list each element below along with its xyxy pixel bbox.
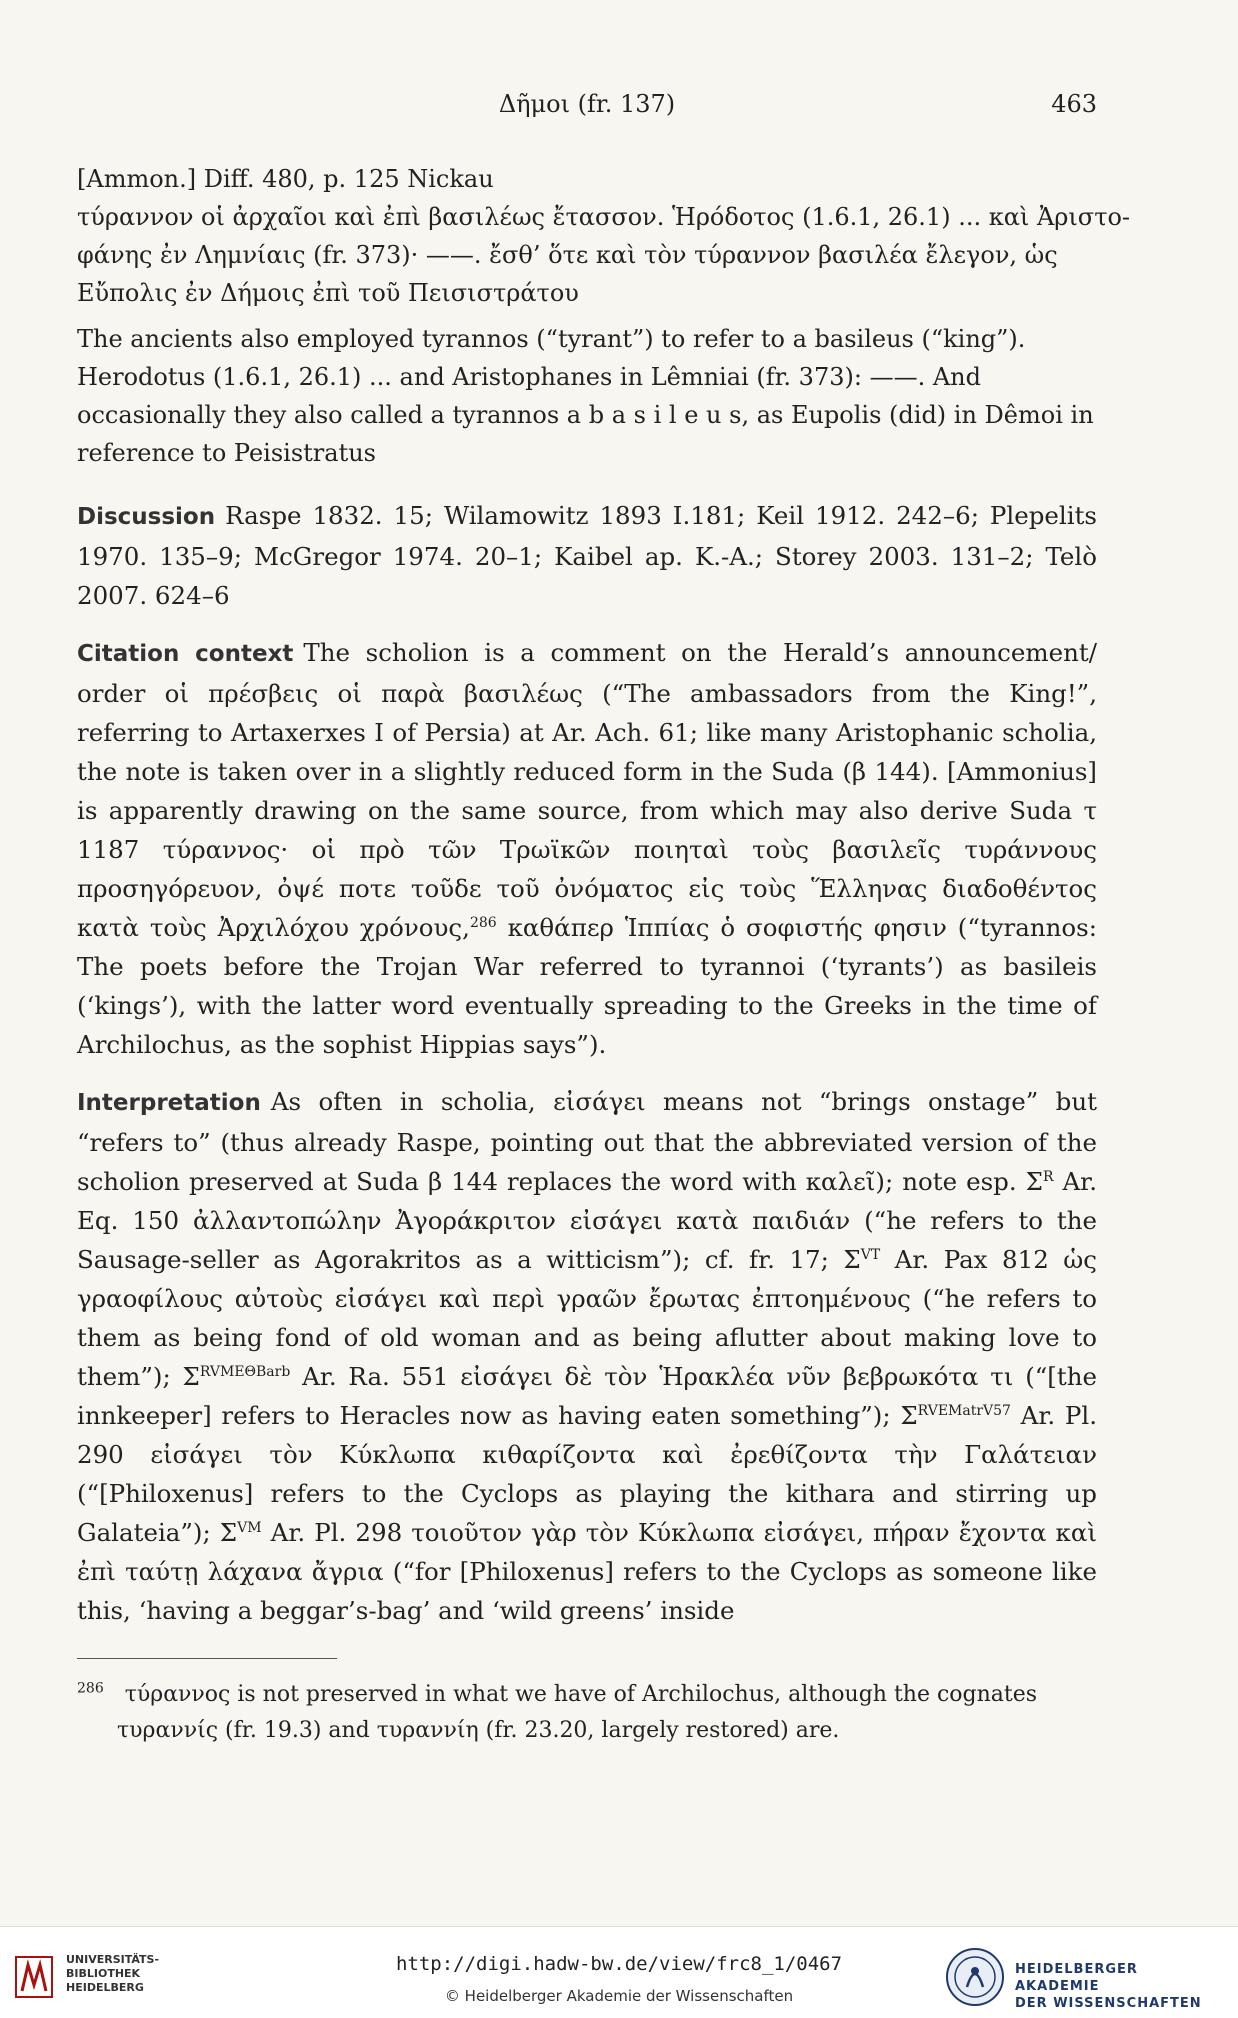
citation-text: καθάπερ Ἱππίας ὁ σοφιστής φησιν (“tyrannos: The poets before the Trojan War referred to tyrannoi (‘tyrants’) as basileis (‘kings’), with the latter word eventually spreading to the Greeks in the time of Archilochus, as the sophist Hippias says”). xyxy=(77,913,1097,1059)
page-header xyxy=(77,90,1097,124)
manuscript-siglum: RVEMatrV57 xyxy=(917,1402,1011,1419)
interpretation-text: Ar. Eq. 150 ἀλλαντοπώλην Ἀγοράκριτον εἰσάγει κατὰ παιδιάν (“he refers to the Sausage-seller as Agorakritos as a witticism”); cf. fr. 17; Σ xyxy=(77,1167,1097,1274)
page-number: 463 xyxy=(1051,90,1097,118)
library-logo-text: UNIVERSITÄTS- BIBLIOTHEK HEIDELBERG xyxy=(66,1953,160,1994)
interpretation-text: Ar. Pax 812 ὡς γραοφίλους αὐτοὺς εἰσάγει καὶ περὶ γραῶν ἔρωτας ἐπτοημένους (“he refers to them as being fond of old woman and as being aflutter about making love to them”); Σ xyxy=(77,1245,1097,1391)
academy-logo[interactable] xyxy=(945,1947,1220,2011)
lemma-source: [Ammon.] Diff. 480, p. 125 Nickau xyxy=(77,165,494,193)
copyright-notice: © Heidelberger Akademie der Wissenschaften xyxy=(444,1987,794,2005)
interpretation-section xyxy=(77,1082,1097,1630)
interpretation-text: Ar. Pl. 298 τοιοῦτον γὰρ τὸν Κύκλωπα εἰσάγει, πήραν ἔχοντα καὶ ἐπὶ ταύτῃ λάχανα ἄγρια (“for [Philoxenus] refers to the Cyclops as someone like this, ‘having a beggar’s-bag’ and ‘wild greens’ inside xyxy=(77,1518,1097,1625)
manuscript-siglum: VM xyxy=(237,1519,262,1536)
discussion-text: Raspe 1832. 15; Wilamowitz 1893 I.181; Keil 1912. 242–6; Plepelits 1970. 135–9; McGregor 1974. 20–1; Kaibel ap. K.-A.; Storey 2003. 131–2; Telò 2007. 624–6 xyxy=(77,501,1097,610)
manuscript-siglum: R xyxy=(1042,1168,1054,1185)
lemma-greek-line: τύραννον οἱ ἀρχαῖοι καὶ ἐπὶ βασιλέως ἔτασσον. Ἡρόδοτος (1.6.1, 26.1) ... καὶ Ἀριστο- xyxy=(77,203,1131,231)
manuscript-siglum: VT xyxy=(860,1246,881,1263)
interpretation-text: As often in scholia, εἰσάγει means not “brings onstage” but “refers to” (thus already Raspe, pointing out that the abbreviated version of the scholion preserved at Suda β 144 replaces the word with καλεῖ); note esp. Σ xyxy=(77,1087,1097,1196)
manuscript-siglum: RVMEΘBarb xyxy=(199,1363,291,1380)
page-body xyxy=(77,160,1131,1749)
citation-text: The scholion is a comment on the Herald’s announcement/ order οἱ πρέσβεις οἱ παρὰ βασιλέως (“The ambassadors from the King!”, referring to Artaxerxes I of Persia) at Ar. Ach. 61; like many Aristophanic scholia, the note is taken over in a slightly reduced form in the Suda (β 144). [Ammonius] is apparently drawing on the same source, from which may also derive Suda τ 1187 τύραννος· οἱ πρὸ τῶν Τρωϊκῶν ποιηταὶ τοὺς βασιλεῖς τυράννους προσηγόρευον, ὀψέ ποτε τοῦδε τοῦ ὀνόματος εἰς τοὺς Ἕλληνας διαδοθέντος κατὰ τοὺς Ἀρχιλόχου χρόνους, xyxy=(77,638,1098,942)
interpretation-text: Ar. Pl. 290 εἰσάγει τὸν Κύκλωπα κιθαρίζοντα καὶ ἐρεθίζοντα τὴν Γαλάτειαν (“[Philoxenus] refers to the Cyclops as playing the kithara and stirring up Galateia”); Σ xyxy=(77,1401,1098,1547)
citation-section xyxy=(77,633,1097,1064)
lemma-translation: The ancients also employed tyrannos (“tyrant”) to refer to a basileus (“king”). Herodotus (1.6.1, 26.1) ... and Aristophanes in Lêmniai (fr. 373): ——. And occasionally they also called a tyrannos a b a s i l e u s, as Eupolis (did) in Dêmoi in reference to Peisistratus xyxy=(77,325,1094,467)
running-title: Δῆμοι (fr. 137) xyxy=(498,90,676,118)
viewer-footer xyxy=(0,1926,1238,2018)
lemma-greek-line: Εὔπολις ἐν Δήμοις ἐπὶ τοῦ Πεισιστράτου xyxy=(77,279,579,307)
footnote-text: τύραννος is not preserved in what we have of Archilochus, although the cognates τυραννίς (fr. 19.3) and τυραννίη (fr. 23.20, largely restored) are. xyxy=(117,1682,1038,1743)
footnote-reference[interactable]: 286 xyxy=(469,914,497,931)
footnote-divider xyxy=(77,1658,337,1659)
footnote xyxy=(77,1677,1097,1749)
discussion-heading: Discussion xyxy=(77,504,216,530)
lemma-greek-line: φάνης ἐν Λημνίαις (fr. 373)· ——. ἔσθ’ ὅτε καὶ τὸν τύραννον βασιλέα ἔλεγον, ὡς xyxy=(77,241,1058,269)
discussion-section xyxy=(77,496,1097,615)
permalink-url[interactable]: http://digi.hadw-bw.de/view/frc8_1/0467 xyxy=(395,1953,843,1975)
interpretation-heading: Interpretation xyxy=(77,1090,261,1116)
footnote-number: 286 xyxy=(77,1680,104,1697)
academy-seal-icon xyxy=(945,1947,1005,2007)
academy-logo-text: HEIDELBERGER AKADEMIE DER WISSENSCHAFTEN xyxy=(1015,1962,1202,2011)
interpretation-text: Ar. Ra. 551 εἰσάγει δὲ τὸν Ἡρακλέα νῦν βεβρωκότα τι (“[the innkeeper] refers to Heracles now as having eaten something”); Σ xyxy=(77,1362,1097,1430)
citation-heading: Citation context xyxy=(77,641,294,667)
lemma-block xyxy=(77,160,1131,472)
